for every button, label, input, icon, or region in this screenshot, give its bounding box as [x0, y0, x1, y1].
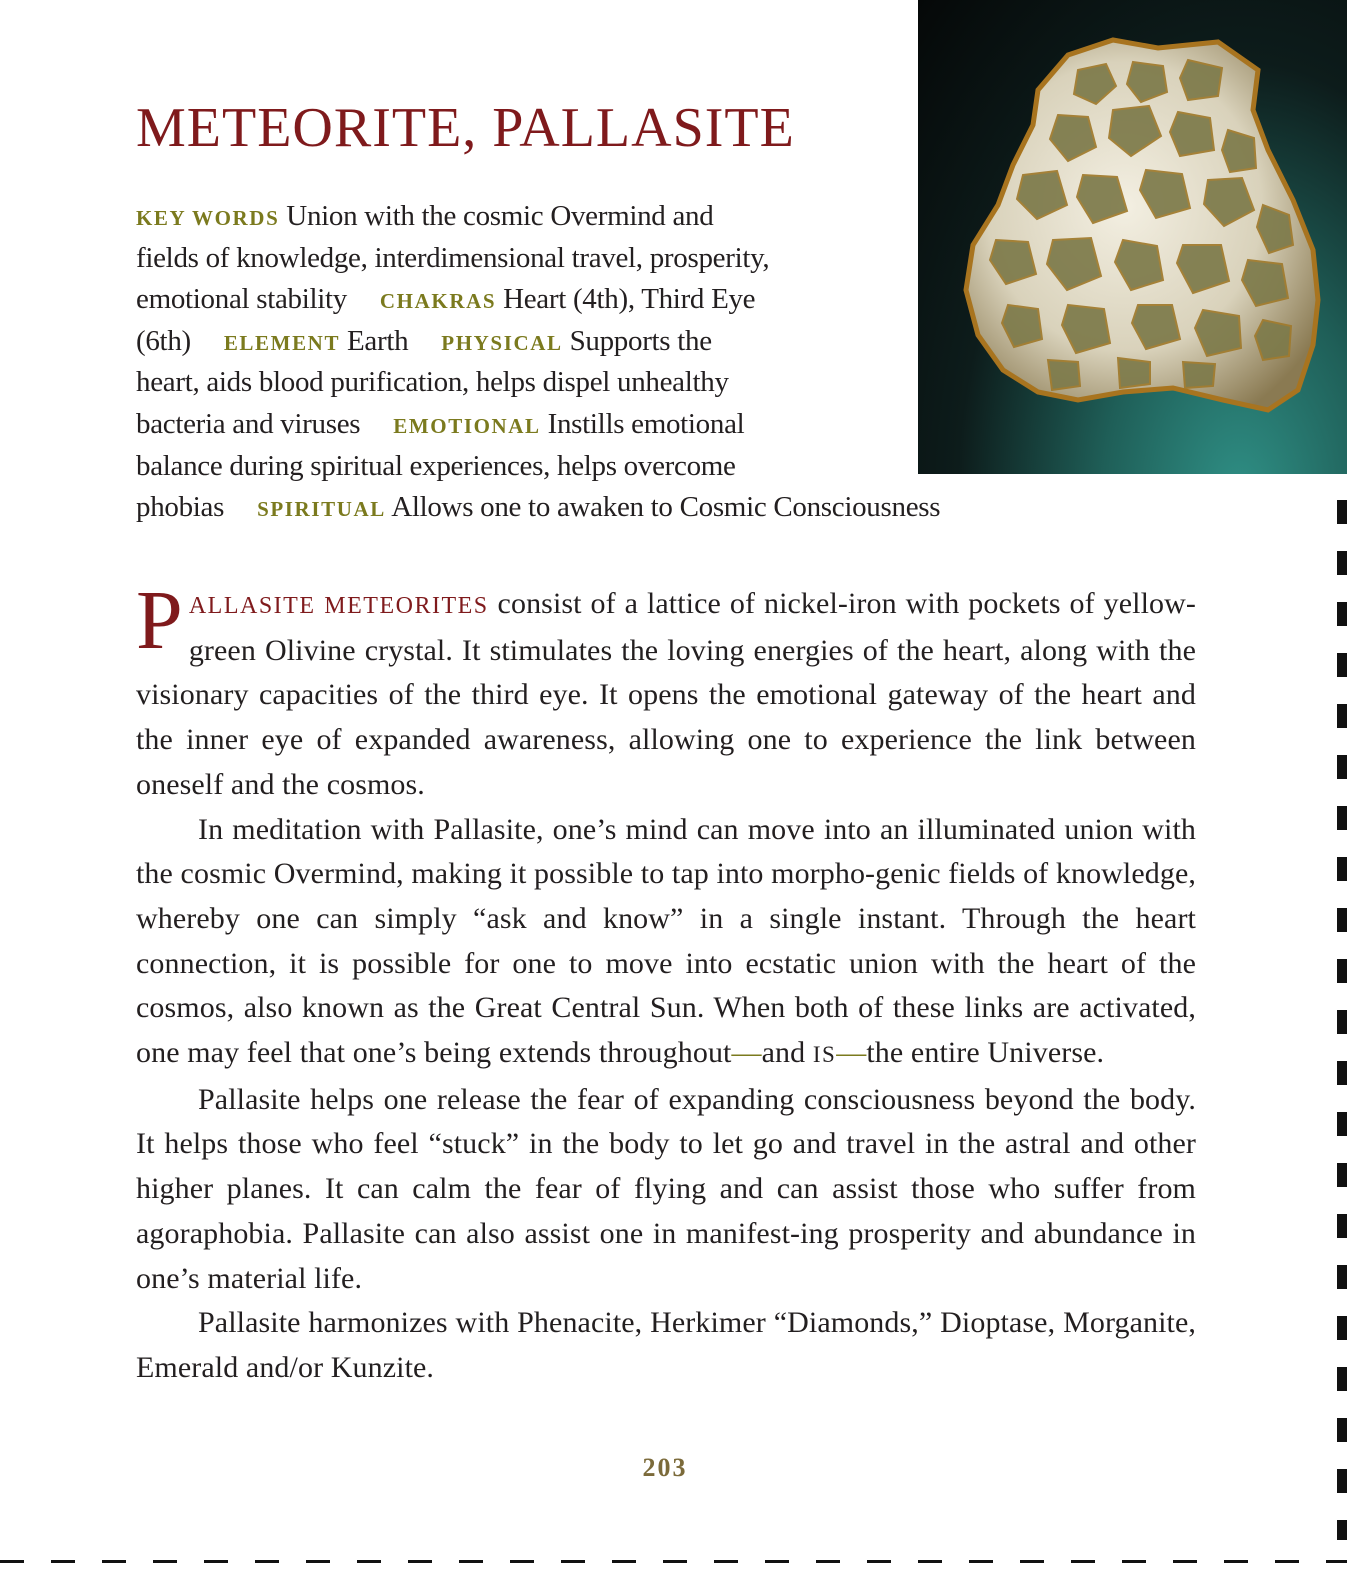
physical-label: PHYSICAL	[441, 330, 563, 355]
properties-line	[136, 321, 1136, 363]
element-text: Earth	[347, 324, 409, 357]
keywords-text: Union with the cosmic Overmind and	[286, 200, 714, 232]
properties-block	[136, 196, 1136, 529]
lead-in: ALLASITE METEORITES	[188, 593, 489, 619]
emphasis-is: IS	[812, 1042, 837, 1068]
chakras-label: CHAKRAS	[379, 289, 497, 314]
chakras-text: Heart (4th), Third Eye	[503, 283, 756, 316]
spiritual-text: Allows one to awaken to Cosmic Consciousness	[391, 491, 941, 524]
em-dash: —	[731, 1036, 762, 1070]
crop-marks-right	[1337, 500, 1347, 1540]
paragraph-text: the entire Universe.	[866, 1036, 1105, 1070]
page-number: 203	[642, 1453, 688, 1482]
paragraph	[136, 808, 1196, 1078]
page-title: METEORITE, PALLASITE	[136, 97, 795, 159]
properties-line	[136, 487, 1136, 529]
paragraph-text: consist of a lattice of nickel-iron with pockets of yellow-green Olivine crystal. It stimulates the loving energies of the heart, along with the visionary capacities of the third eye. It opens the emotional gateway of the heart and the inner eye of expanded awareness, allowing one to experience the link between oneself and the cosmos.	[136, 587, 1197, 801]
chakras-text: (6th)	[136, 324, 191, 357]
keywords-label: KEY WORDS	[136, 206, 280, 230]
emotional-label: EMOTIONAL	[393, 413, 541, 438]
paragraph-text: In meditation with Pallasite, one’s mind can move into an illuminated union with the cosmic Overmind, making it possible to tap into morpho-genic fields of knowledge, whereby one can simply “ask and know” in a single instant. Through the heart connection, it is possible for one to move into ecstatic union with the heart of the cosmos, also known as the Great Central Sun. When both of these links are activated, one may feel that one’s being extends throughout	[136, 812, 1196, 1070]
body-text	[136, 574, 1197, 1391]
paragraph: Pallasite helps one release the fear of expanding consciousness beyond the body. It helps those who feel “stuck” in the body to let go and travel in the astral and other higher planes. It can calm the fear of flying and can assist those who suffer from agoraphobia. Pallasite can also assist one in manifest-ing prosperity and abundance in one’s material life.	[136, 1082, 1196, 1295]
element-label: ELEMENT	[223, 330, 341, 355]
crop-marks-bottom	[0, 1560, 1347, 1563]
properties-line: heart, aids blood purification, helps dispel unhealthy	[136, 366, 729, 399]
physical-text: Supports the	[569, 324, 712, 357]
properties-line	[136, 279, 1136, 321]
spiritual-label: SPIRITUAL	[257, 497, 386, 522]
keywords-text: emotional stability	[136, 283, 347, 316]
properties-line: fields of knowledge, interdimensional travel, prosperity,	[136, 241, 770, 274]
em-dash: —	[836, 1036, 867, 1070]
properties-line	[136, 404, 1136, 446]
drop-cap: P	[136, 574, 183, 667]
properties-line: balance during spiritual experiences, helps overcome	[136, 449, 736, 482]
emotional-text: phobias	[136, 491, 225, 524]
physical-text: bacteria and viruses	[136, 407, 361, 440]
paragraph: Pallasite harmonizes with Phenacite, Herkimer “Diamonds,” Dioptase, Morganite, Emerald and/or Kunzite.	[136, 1306, 1196, 1384]
properties-line	[136, 196, 1136, 238]
paragraph	[136, 574, 1197, 808]
paragraph-text: and	[761, 1036, 813, 1070]
emotional-text: Instills emotional	[547, 407, 745, 440]
